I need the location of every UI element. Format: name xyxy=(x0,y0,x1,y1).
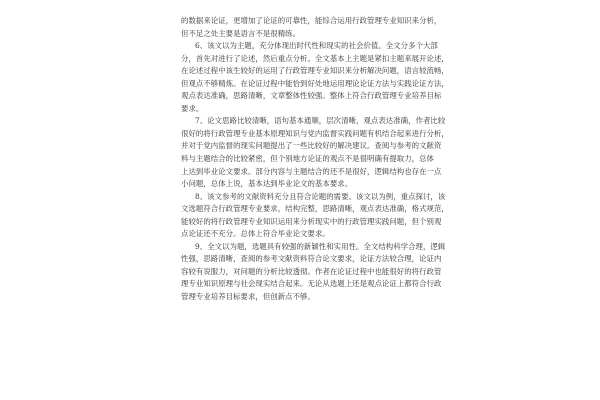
text-line: 分，首先对进行了论述，然后重点分析。全文基本上主题是紧扣主题来展开论述， xyxy=(181,53,449,63)
text-line: 管理专业培养目标要求，但创新点不够。 xyxy=(181,292,315,302)
text-line: 理专业知识原理与社会现实结合起来。无论从选题上还是观点论证上都符合行政 xyxy=(181,279,442,289)
text-line: 要求。 xyxy=(181,103,204,113)
paragraph-8 xyxy=(181,191,449,241)
text-line: 上达到毕业论文要求。部分内容与主题结合的还不是很好，逻辑结构也存在一点 xyxy=(181,166,442,176)
text-line: 7、论文思路比较清晰，语句基本通顺，层次清晰，观点表达准确，作者比较 xyxy=(195,116,446,126)
text-line: 性强，思路清晰，查阅的参考文献资料符合论文要求，论证方法较合理，论证内 xyxy=(181,254,442,264)
paragraph-5-continuation xyxy=(181,15,442,40)
text-line: 6、该文以为主题，充分体现出时代性和现实的社会价值。全文分多个大部 xyxy=(195,41,438,51)
text-line: 在论述过程中该生较好的运用了行政管理专业知识来分析解决问题，语言较流畅， xyxy=(181,66,449,76)
text-line: 文选题符合行政管理专业要求，结构完整，思路清晰，观点表达准确，格式规范， xyxy=(181,204,449,214)
text-line: 小问题，总体上说，基本达到毕业论文的基本要求。 xyxy=(181,179,353,189)
text-line: 能较好的将行政管理专业知识运用来分析现实中的行政管理实践问题，但个别观 xyxy=(181,216,442,226)
text-line: 8、该文参考的文献资料充分且符合论题的需要。该文以为例，重点探讨，该 xyxy=(195,191,446,201)
paragraph-6 xyxy=(181,40,449,115)
document-page xyxy=(181,15,449,304)
paragraph-9 xyxy=(181,241,446,304)
text-line: 的数据来论证，更增加了论证的可靠性，能综合运用行政管理专业知识来分析， xyxy=(181,16,442,25)
text-line: 但观点不够精炼。在论证过程中能恰到好处地运用理论论证方法与实践论证方法， xyxy=(181,78,449,88)
text-line: 并对于党内监督的现实问题提出了一些比较好的解决建议。查阅与参考的文献资 xyxy=(181,141,442,151)
text-line: 但不足之处主要是语言不是很精练。 xyxy=(181,28,301,38)
text-line: 观点表达准确，思路清晰，文章整体性较强。整体上符合行政管理专业培养目标 xyxy=(181,91,442,101)
text-line: 很好的将行政管理专业基本原理知识与党内监督实践问题有机结合起来进行分析， xyxy=(181,128,449,138)
text-line: 点论证还不充分。总体上符合毕业论文要求。 xyxy=(181,229,330,239)
paragraph-7 xyxy=(181,115,449,190)
text-line: 料与主题结合的比较紧密，但个别地方论证的观点不是很明确有提取力，总体 xyxy=(181,154,434,164)
text-line: 容较有说服力，对问题的分析比较透彻。作者在论证过程中也能很好的将行政管 xyxy=(181,266,442,276)
text-line: 9、全文以为题，选题具有较强的新颖性和实用性。全文结构科学合理，逻辑 xyxy=(195,241,446,251)
